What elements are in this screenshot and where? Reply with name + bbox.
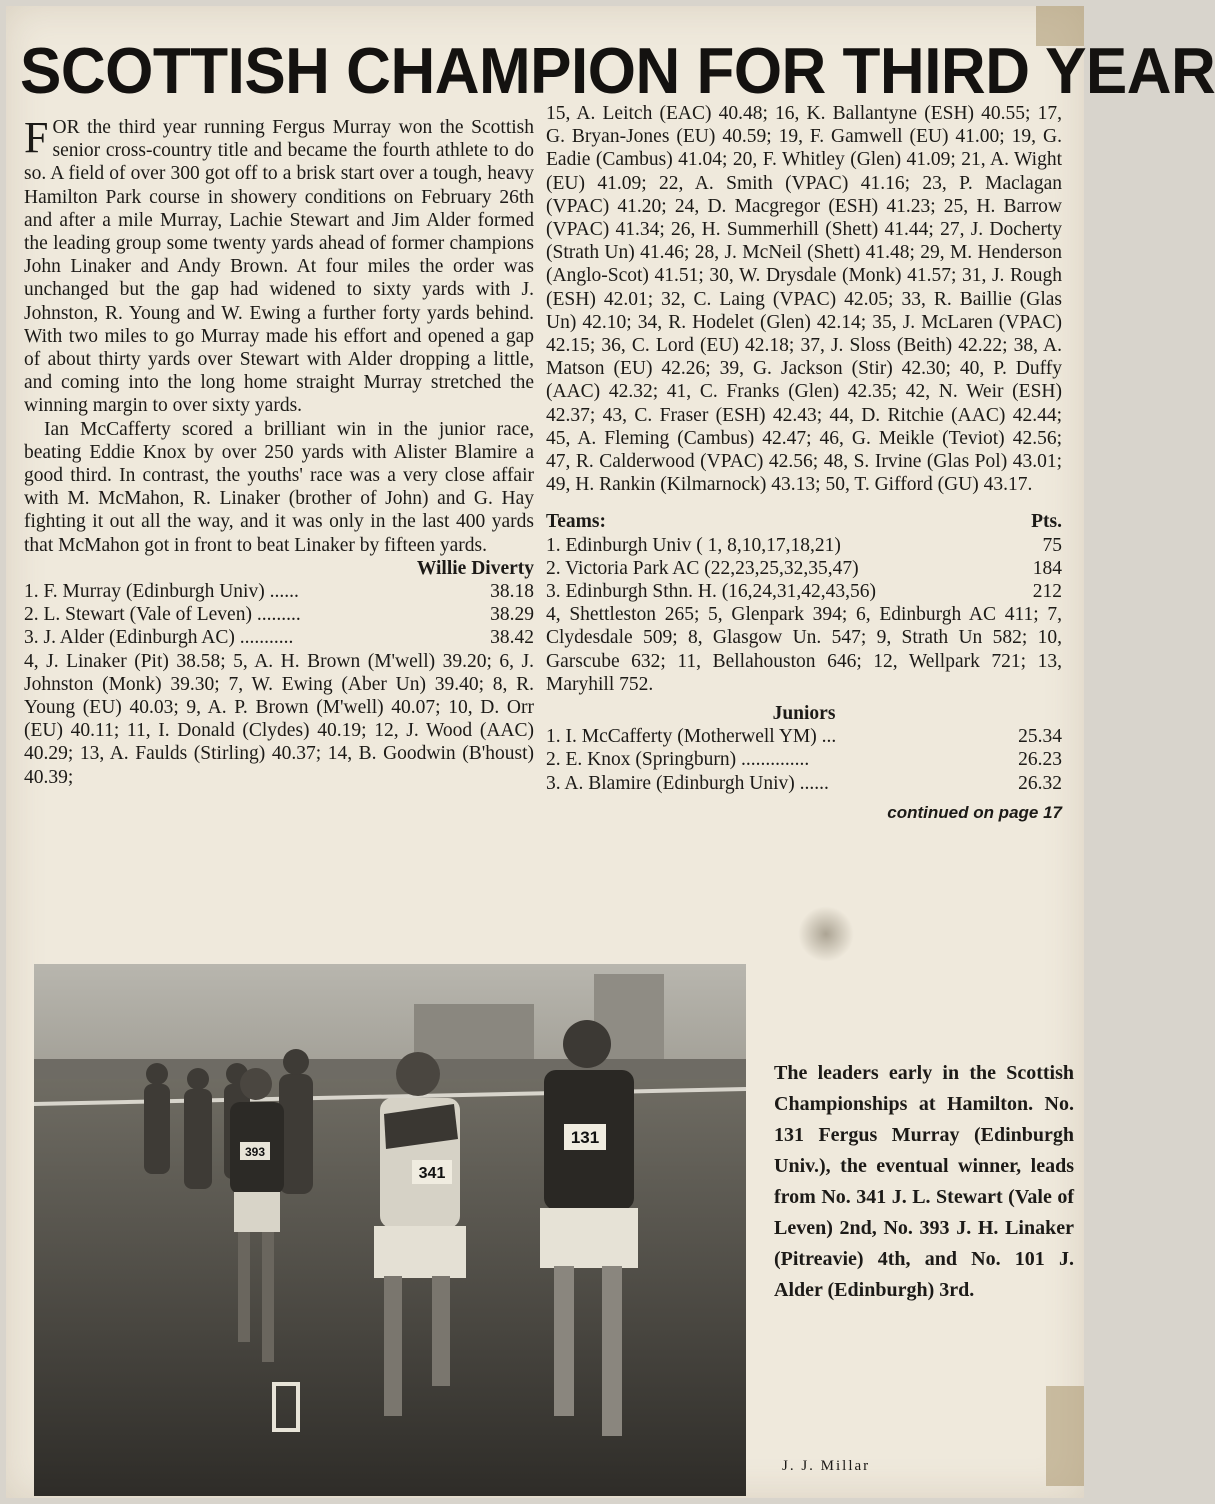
team-row (546, 580, 1062, 603)
drop-cap: F (24, 113, 49, 162)
tape-corner (1046, 1386, 1084, 1486)
water-stain (798, 906, 854, 962)
result-time: 38.42 (490, 627, 534, 649)
team-points: 184 (1032, 557, 1062, 579)
team-label: 3. Edinburgh Sthn. H. (16,24,31,42,43,56) (546, 581, 877, 603)
photo-credit: J. J. Millar (782, 1458, 871, 1474)
points-label: Pts. (1031, 511, 1062, 533)
team-points: 212 (1032, 581, 1062, 603)
article-paragraph: Ian McCafferty scored a brilliant win in the junior race, beating Eddie Knox by over 250 yards with Alister Blamire a good third. In contrast, the youths' race was a very close affair with M. McMahon, R. Linaker (brother of John) and G. Hay fighting it out all the way, and it was only in the last 400 yards that McMahon got in front to beat Linaker by fifteen yards. (24, 418, 534, 556)
result-label: 3. A. Blamire (Edinburgh Univ) ...... (546, 772, 829, 794)
continued-note: continued on page 17 (887, 802, 1062, 822)
team-row (546, 557, 1062, 580)
article-paragraph (24, 113, 534, 418)
result-time: 26.32 (1018, 772, 1062, 794)
junior-row (546, 748, 1062, 771)
result-time: 25.34 (1018, 726, 1062, 748)
result-row (24, 580, 534, 603)
magazine-page (6, 6, 1215, 1498)
team-label: 1. Edinburgh Univ ( 1, 8,10,17,18,21) (546, 534, 841, 556)
junior-row (546, 772, 1062, 795)
headline: SCOTTISH CHAMPION FOR THIRD YEAR (20, 35, 1215, 108)
team-row (546, 534, 1062, 557)
treeline (34, 1059, 746, 1079)
result-label: 1. I. McCafferty (Motherwell YM) ... (546, 726, 837, 748)
result-time: 38.29 (490, 604, 534, 626)
result-time: 26.23 (1018, 749, 1062, 771)
bib-number: 131 (570, 1128, 600, 1147)
byline: Willie Diverty (416, 557, 534, 579)
results-list: 15, A. Leitch (EAC) 40.48; 16, K. Ballantyne (ESH) 40.55; 17, G. Bryan-Jones (EU) 40.59; 19, F. Gamwell (EU) 41.00; 19, G. Eadie (Cambus) 41.04; 20, F. Whitley (Glen) 41.09; 21, A. Wight (EU) 41.09; 22, A. Smith (VPAC) 41.16; 23, P. Maclagan (VPAC) 41.20; 24, D. Macgregor (ESH) 41.23; 25, H. Barrow (VPAC) 41.34; 26, H. Summerhill (Shett) 41.44; 27, J. Docherty (Strath Un) 41.46; 28, J. McNeil (Shett) 41.48; 29, M. Henderson (Anglo-Scot) 41.51; 30, W. Drysdale (Monk) 41.57; 31, J. Rough (ESH) 42.01; 32, C. Laing (VPAC) 42.05; 33, R. Baillie (Glas Un) 42.10; 34, R. Hodelet (Glen) 42.14; 35, J. McLaren (VPAC) 42.15; 36, C. Lord (EU) 42.18; 37, J. Sloss (Beith) 42.22; 38, A. Matson (EU) 42.26; 39, G. Jackson (Stir) 42.30; 40, P. Duffy (AAC) 42.32; 41, C. Franks (Glen) 42.35; 42, N. Weir (ESH) 42.37; 43, C. Fraser (ESH) 42.43; 44, D. Ritchie (AAC) 42.44; 45, A. Fleming (Cambus) 42.47; 46, G. Meikle (Teviot) 42.56; 47, R. Calderwood (VPAC) 42.56; 48, S. Irvine (Glas Pol) 43.01; 49, H. Rankin (Kilmarnock) 43.13; 50, T. Gifford (GU) 43.17. (546, 103, 1062, 496)
right-column (546, 102, 1062, 824)
teams-title: Teams: (546, 511, 606, 533)
juniors-title: Juniors (772, 703, 836, 725)
bib-number: 393 (244, 1145, 266, 1159)
result-row (24, 603, 534, 626)
team-points: 75 (1042, 534, 1062, 556)
race-photo (34, 964, 746, 1496)
result-row (24, 626, 534, 649)
teams-list: 4, Shettleston 265; 5, Glenpark 394; 6, Edinburgh AC 411; 7, Clydesdale 509; 8, Glasgow Un. 547; 9, Strath Un 582; 10, Garscube 632; 11, Bellahouston 646; 12, Wellpark 721; 13, Maryhill 752. (546, 604, 1062, 695)
junior-row (546, 725, 1062, 748)
team-label: 2. Victoria Park AC (22,23,25,32,35,47) (546, 557, 859, 579)
teams-header (546, 510, 1062, 533)
result-label: 3. J. Alder (Edinburgh AC) ........... (24, 627, 294, 649)
race-photo-illustration (34, 964, 746, 1496)
result-label: 2. E. Knox (Springburn) .............. (546, 749, 810, 771)
results-list: 4, J. Linaker (Pit) 38.58; 5, A. H. Brown (M'well) 39.20; 6, J. Johnston (Monk) 39.30; 7, W. Ewing (Aber Un) 39.40; 8, R. Young (EU) 40.03; 9, A. P. Brown (M'well) 40.07; 10, D. Orr (EU) 40.11; 11, I. Donald (Clydes) 40.19; 12, J. Wood (AAC) 40.29; 13, A. Faulds (Stirling) 40.37; 14, B. Goodwin (B'houst) 40.39; (24, 650, 534, 788)
paragraph-text: OR the third year running Fergus Murray won the Scottish senior cross-country title and became the fourth athlete to do so. A field of over 300 got off to a brisk start over a tough, heavy Hamilton Park course in showery conditions on February 26th and after a mile Murray, Lachie Stewart and Jim Alder formed the leading group some twenty yards ahead of former champions John Linaker and Andy Brown. At four miles the order was unchanged but the gap had widened to sixty yards with J. Johnston, R. Young and W. Ewing a further forty yards behind. With two miles to go Murray made his effort and opened a gap of about thirty yards over Stewart with Alder dropping a little, and coming into the long home straight Murray stretched the winning margin to over sixty yards. (24, 117, 534, 417)
bib-number: 341 (418, 1165, 446, 1182)
result-time: 38.18 (490, 581, 534, 603)
result-label: 2. L. Stewart (Vale of Leven) ......... (24, 604, 301, 626)
photo-caption: The leaders early in the Scottish Championships at Hamilton. No. 131 Fergus Murray (Edinburgh Univ.), the eventual winner, leads from No. 341 J. L. Stewart (Vale of Leven) 2nd, No. 393 J. H. Linaker (Pitreavie) 4th, and No. 101 J. Alder (Edinburgh) 3rd. (774, 1062, 1074, 1301)
left-column (24, 113, 534, 789)
result-label: 1. F. Murray (Edinburgh Univ) ...... (24, 581, 299, 603)
building (414, 1004, 534, 1064)
